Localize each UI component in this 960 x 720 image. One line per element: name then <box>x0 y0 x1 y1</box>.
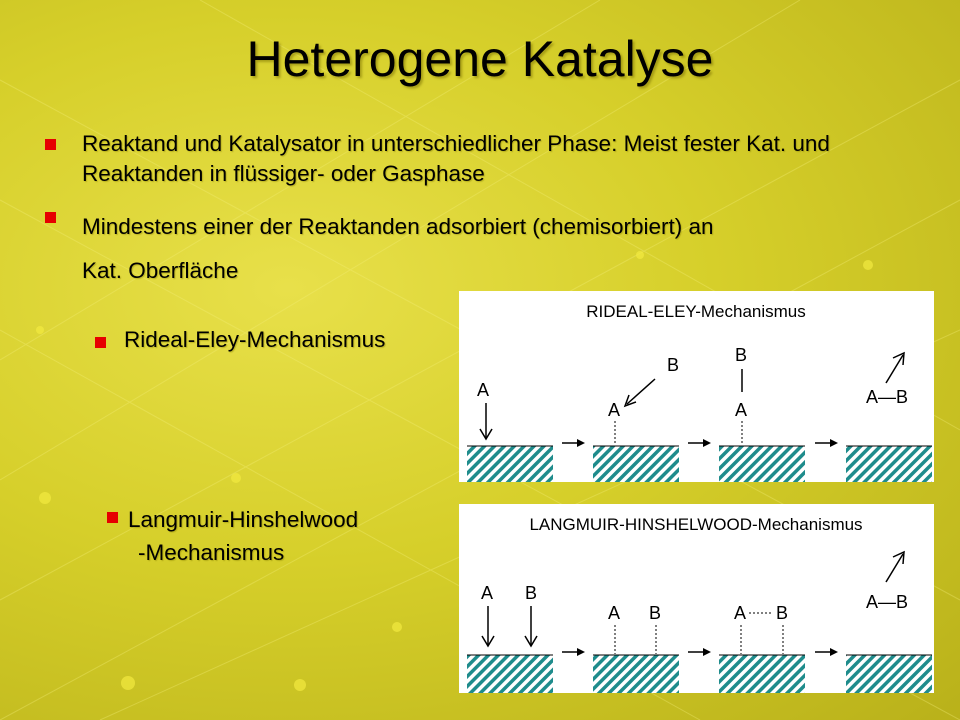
bullet-line: Mindestens einer der Reaktanden adsorbiert (chemisorbiert) an <box>82 214 714 239</box>
label-a: A <box>734 400 748 420</box>
slide-title: Heterogene Katalyse <box>246 31 714 87</box>
sub-bullet-marker <box>107 512 118 523</box>
bullet-marker <box>45 212 56 223</box>
catalyst-surface <box>467 446 553 482</box>
label-a: A <box>480 583 494 603</box>
label-b: B <box>666 355 680 375</box>
catalyst-surface <box>467 655 553 693</box>
catalyst-surface <box>719 655 805 693</box>
label-a: A <box>476 380 490 400</box>
step-arrow <box>815 648 838 656</box>
surface-row <box>467 446 932 482</box>
bullet-line: Langmuir-Hinshelwood <box>128 507 359 532</box>
label-ab: A—B <box>865 592 909 612</box>
sub-bullet-langmuir <box>128 503 358 569</box>
step-arrow <box>815 439 838 447</box>
label-b: B <box>734 345 748 365</box>
arrow-diagonal <box>627 379 655 404</box>
catalyst-surface <box>593 446 679 482</box>
bullet-line: -Mechanismus <box>138 540 285 565</box>
langmuir-hinshelwood-diagram <box>459 504 934 693</box>
step-arrow <box>562 439 585 447</box>
label-b: B <box>648 603 662 623</box>
catalyst-surface <box>846 446 932 482</box>
bullet-text-adsorption <box>82 205 912 293</box>
bullet-line: Kat. Oberfläche <box>82 258 239 283</box>
sub-bullet-marker <box>95 337 106 348</box>
label-b: B <box>524 583 538 603</box>
surface-row <box>467 655 932 693</box>
bullet-text-phases: Reaktand und Katalysator in unterschiedlicher Phase: Meist fester Kat. und Reaktanden in flüssiger- oder Gasphase <box>82 131 830 186</box>
step-arrow <box>562 648 585 656</box>
diagram-title: LANGMUIR-HINSHELWOOD-Mechanismus <box>529 515 863 534</box>
bullet-marker <box>45 139 56 150</box>
catalyst-surface <box>719 446 805 482</box>
catalyst-surface <box>846 655 932 693</box>
diagram-title: RIDEAL-ELEY-Mechanismus <box>586 302 806 321</box>
arrow-up <box>886 554 903 582</box>
label-ab: A—B <box>865 387 909 407</box>
step-arrow <box>688 648 711 656</box>
catalyst-surface <box>593 655 679 693</box>
label-b: B <box>775 603 789 623</box>
sub-bullet-rideal: Rideal-Eley-Mechanismus <box>124 327 386 352</box>
label-a: A <box>607 400 621 420</box>
label-a: A <box>607 603 621 623</box>
step-arrow <box>688 439 711 447</box>
arrow-up <box>886 355 903 383</box>
rideal-eley-diagram <box>459 291 934 482</box>
label-a: A <box>733 603 747 623</box>
